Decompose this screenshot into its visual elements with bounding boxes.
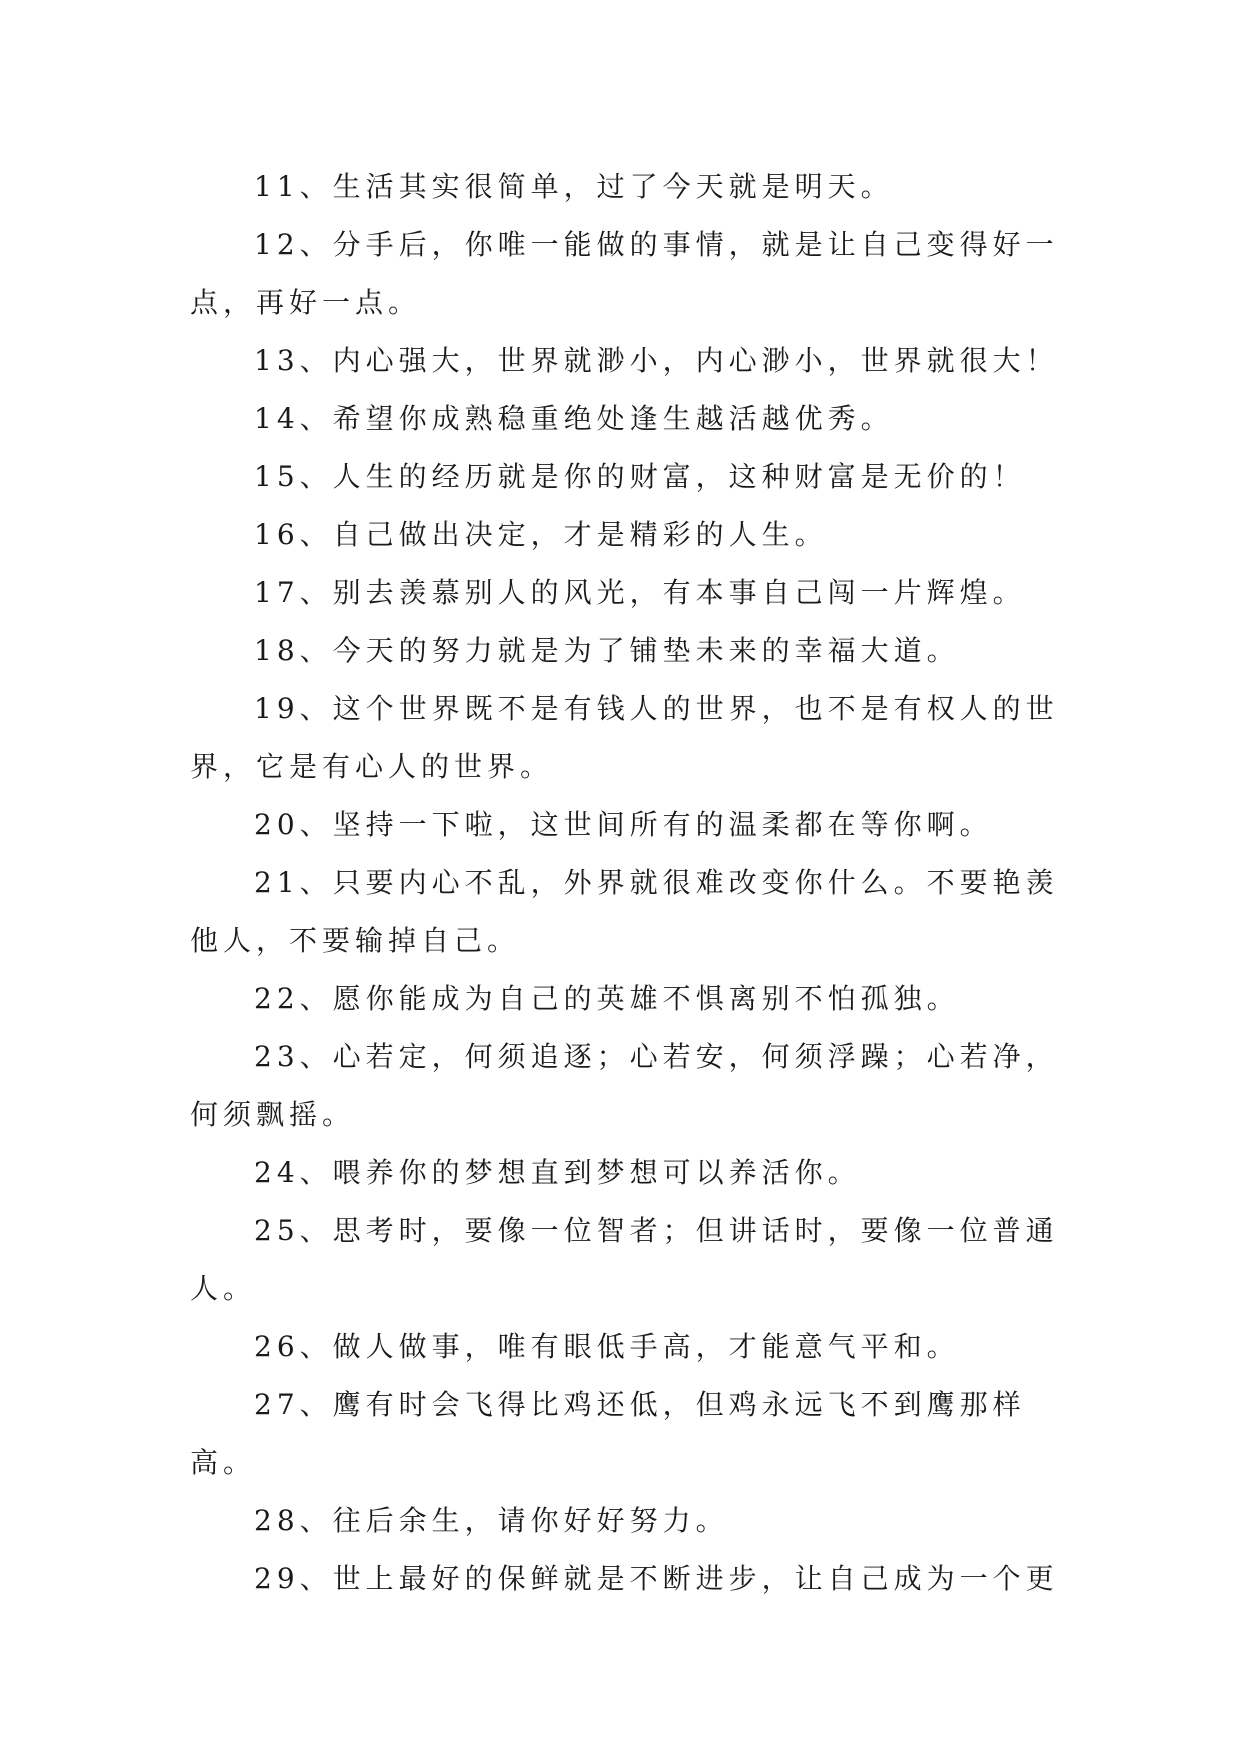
quote-paragraph: 26、做人做事，唯有眼低手高，才能意气平和。 bbox=[254, 1330, 960, 1363]
quote-paragraph: 13、内心强大，世界就渺小，内心渺小，世界就很大！ bbox=[254, 344, 1059, 377]
quote-paragraph: 14、希望你成熟稳重绝处逢生越活越优秀。 bbox=[254, 402, 894, 435]
quote-paragraph: 28、往后余生，请你好好努力。 bbox=[254, 1504, 729, 1537]
document-body bbox=[190, 158, 1070, 1608]
quote-paragraph: 19、这个世界既不是有钱人的世界，也不是有权人的世界，它是有心人的世界。 bbox=[190, 692, 1059, 783]
quote-paragraph: 17、别去羡慕别人的风光，有本事自己闯一片辉煌。 bbox=[254, 576, 1026, 609]
quote-paragraph: 16、自己做出决定，才是精彩的人生。 bbox=[254, 518, 828, 551]
quote-paragraph: 22、愿你能成为自己的英雄不惧离别不怕孤独。 bbox=[254, 982, 960, 1015]
quote-paragraph: 15、人生的经历就是你的财富，这种财富是无价的！ bbox=[254, 460, 1026, 493]
quote-paragraph: 27、鹰有时会飞得比鸡还低，但鸡永远飞不到鹰那样高。 bbox=[190, 1388, 1026, 1479]
quote-paragraph: 21、只要内心不乱，外界就很难改变你什么。不要艳羡他人，不要输掉自己。 bbox=[190, 866, 1059, 957]
quote-paragraph: 25、思考时，要像一位智者；但讲话时，要像一位普通人。 bbox=[190, 1214, 1059, 1305]
quote-paragraph: 11、生活其实很简单，过了今天就是明天。 bbox=[254, 170, 894, 203]
quote-paragraph: 12、分手后，你唯一能做的事情，就是让自己变得好一点，再好一点。 bbox=[190, 228, 1059, 319]
quote-paragraph: 24、喂养你的梦想直到梦想可以养活你。 bbox=[254, 1156, 861, 1189]
quote-paragraph: 20、坚持一下啦，这世间所有的温柔都在等你啊。 bbox=[254, 808, 993, 841]
quote-paragraph: 23、心若定，何须追逐；心若安，何须浮躁；心若净，何须飘摇。 bbox=[190, 1040, 1059, 1131]
quote-paragraph: 18、今天的努力就是为了铺垫未来的幸福大道。 bbox=[254, 634, 960, 667]
quote-paragraph: 29、世上最好的保鲜就是不断进步，让自己成为一个更 bbox=[254, 1562, 1059, 1595]
